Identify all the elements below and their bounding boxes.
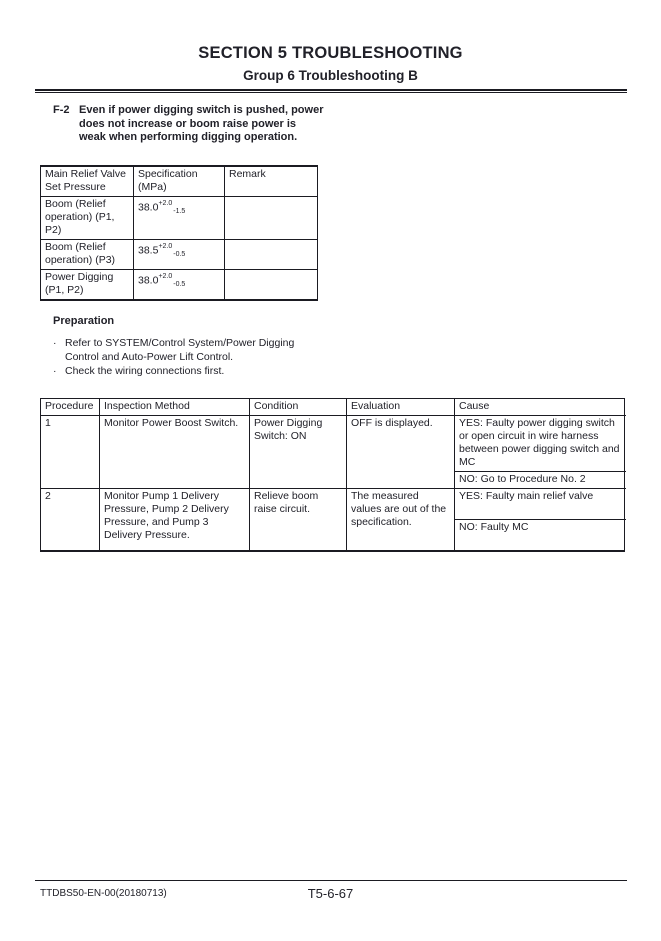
table-row <box>41 196 317 239</box>
evaluation: The measured values are out of the specification. <box>346 488 454 550</box>
cause-no: NO: Go to Procedure No. 2 <box>455 471 626 488</box>
preparation-bullet-text: Refer to SYSTEM/Control System/Power Digging Control and Auto-Power Lift Control. <box>65 337 295 363</box>
table-row <box>41 239 317 269</box>
procedure-table <box>40 398 625 552</box>
pressure-table-header-row <box>41 167 317 196</box>
spec-base: 38.0 <box>138 274 159 287</box>
pressure-item: Power Digging (P1, P2) <box>41 269 133 299</box>
procedure-header-procedure: Procedure <box>45 400 94 412</box>
pressure-item: Boom (Relief operation) (P3) <box>41 239 133 269</box>
table-row <box>41 269 317 299</box>
bullet-icon: · <box>53 364 57 377</box>
spec-minus-tolerance: -1.5 <box>173 207 186 215</box>
spec-minus-tolerance: -0.5 <box>173 250 186 258</box>
inspection-method: Monitor Pump 1 Delivery Pressure, Pump 2 Delivery Pressure, and Pump 3 Delivery Pressure. <box>99 488 249 550</box>
problem-text-line: Even if power digging switch is pushed, power <box>79 104 324 116</box>
procedure-header-inspection: Inspection Method <box>99 399 249 415</box>
problem-text-line: weak when performing digging operation. <box>79 131 298 143</box>
inspection-method: Monitor Power Boost Switch. <box>99 415 249 488</box>
procedure-header-evaluation: Evaluation <box>346 399 454 415</box>
pressure-item: Boom (Relief operation) (P1, P2) <box>41 196 133 239</box>
problem-code: F-2 <box>53 104 70 116</box>
spec-plus-tolerance: +2.0 <box>158 273 173 280</box>
cause-cell <box>454 415 626 488</box>
cause-yes: YES: Faulty power digging switch or open circuit in wire harness between power digging switch and MC <box>459 417 620 468</box>
group-title: Group 6 Troubleshooting B <box>243 68 418 83</box>
procedure-header-condition: Condition <box>249 399 346 415</box>
bullet-icon: · <box>53 337 57 349</box>
preparation-title: Preparation <box>53 315 115 327</box>
condition: Relieve boom raise circuit. <box>249 488 346 550</box>
procedure-header-cause: Cause <box>454 399 626 415</box>
problem-statement <box>53 104 323 145</box>
section-title: SECTION 5 TROUBLESHOOTING <box>198 44 463 62</box>
preparation-section <box>53 315 353 379</box>
pressure-header-spec: Specification (MPa) <box>133 167 224 196</box>
footer-divider <box>35 880 627 881</box>
pressure-spec-value <box>133 269 224 299</box>
pressure-table <box>40 165 318 301</box>
cause-yes: YES: Faulty main relief valve <box>459 490 594 502</box>
spec-plus-tolerance: +2.0 <box>158 243 173 250</box>
evaluation: OFF is displayed. <box>346 415 454 488</box>
list-item <box>53 337 353 364</box>
spec-minus-tolerance: -0.5 <box>173 280 186 288</box>
cause-cell <box>454 488 626 550</box>
table-row <box>41 488 624 550</box>
spec-plus-tolerance: +2.0 <box>158 200 173 207</box>
condition: Power Digging Switch: ON <box>249 415 346 488</box>
pressure-remark <box>224 269 317 299</box>
pressure-spec-value <box>133 196 224 239</box>
table-row <box>41 415 624 488</box>
problem-text-line: does not increase or boom raise power is <box>79 117 297 130</box>
cause-no: NO: Faulty MC <box>455 519 626 550</box>
document-number: TTDBS50-EN-00(20180713) <box>40 888 167 899</box>
pressure-header-remark: Remark <box>224 167 317 196</box>
problem-text <box>79 104 323 145</box>
procedure-table-header-row <box>41 399 624 415</box>
procedure-number: 2 <box>41 488 99 550</box>
preparation-bullet-text: Check the wiring connections first. <box>65 364 225 377</box>
spec-base: 38.0 <box>138 201 159 214</box>
header-divider <box>35 89 627 93</box>
procedure-number: 1 <box>41 415 99 488</box>
pressure-header-item: Main Relief Valve Set Pressure <box>45 168 126 193</box>
list-item <box>53 365 353 379</box>
spec-base: 38.5 <box>138 244 159 257</box>
page-number: T5-6-67 <box>307 886 354 901</box>
pressure-spec-value <box>133 239 224 269</box>
pressure-remark <box>224 196 317 239</box>
pressure-remark <box>224 239 317 269</box>
